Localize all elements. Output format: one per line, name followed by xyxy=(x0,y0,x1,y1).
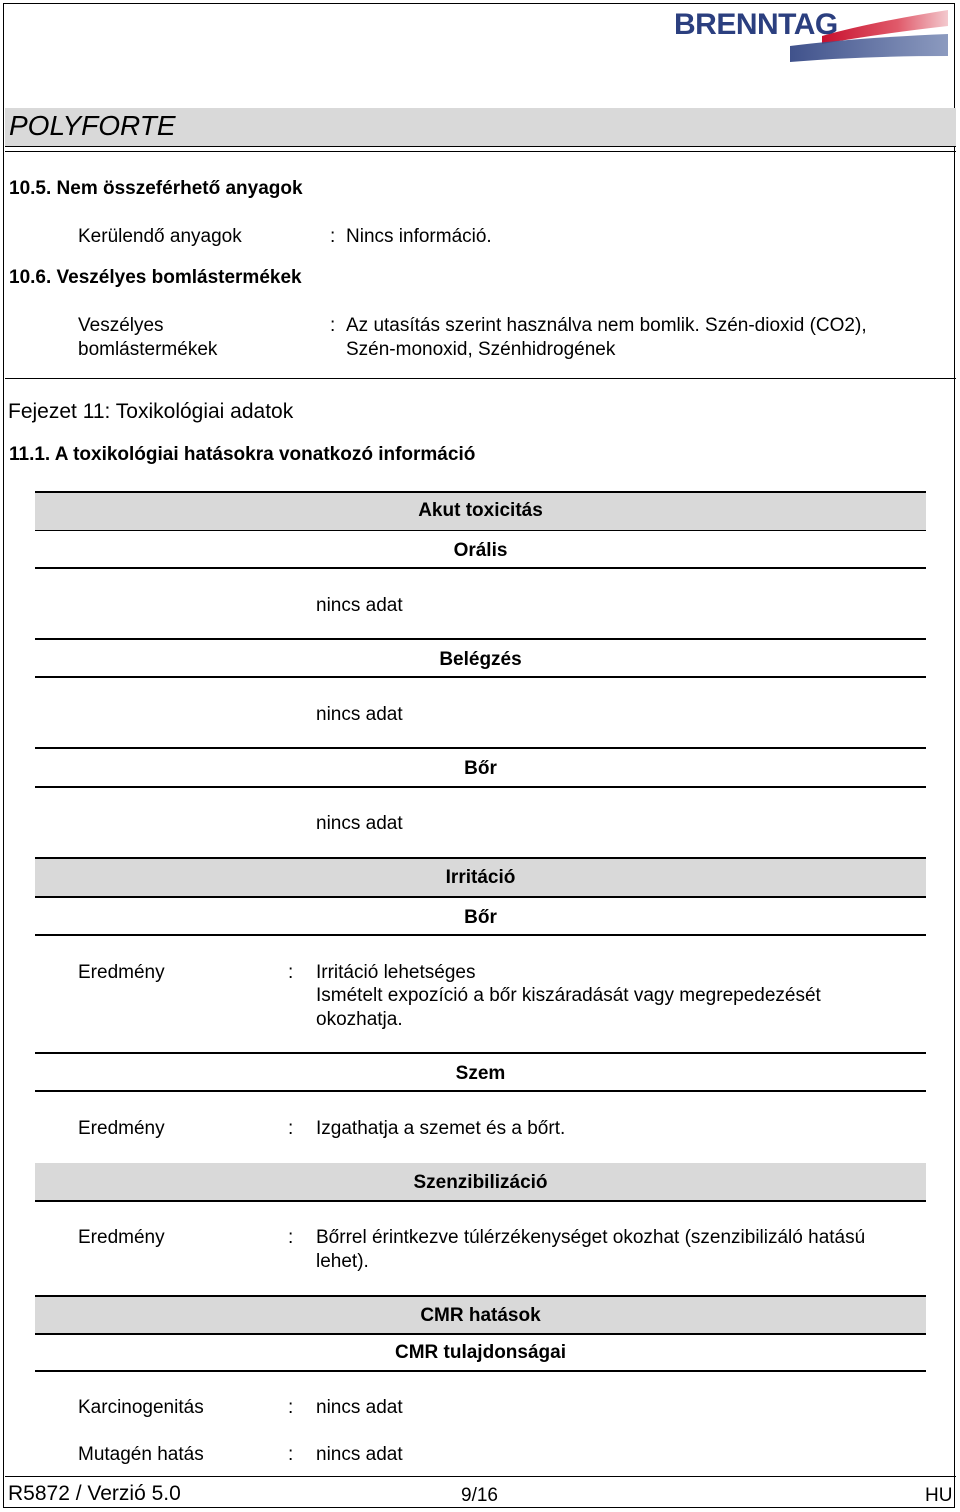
sensitisation-title: Szenzibilizáció xyxy=(413,1172,548,1193)
mutagenicity-value: nincs adat xyxy=(316,1444,403,1465)
section-10-5-heading: 10.5. Nem összeférhető anyagok xyxy=(9,178,303,199)
decomp-value-line2: Szén-monoxid, Szénhidrogének xyxy=(346,339,616,360)
rule xyxy=(35,896,926,898)
skin-result-label: Eredmény xyxy=(78,962,165,983)
rule xyxy=(35,1295,926,1297)
rule xyxy=(35,638,926,640)
colon: : xyxy=(288,962,294,983)
title-bar xyxy=(5,108,956,146)
colon: : xyxy=(330,315,336,336)
rule xyxy=(35,1333,926,1335)
language-code: HU xyxy=(925,1485,953,1506)
section-11-1-heading: 11.1. A toxikológiai hatásokra vonatkozó információ xyxy=(9,444,476,465)
rule xyxy=(35,676,926,678)
rule xyxy=(35,567,926,569)
rule xyxy=(35,934,926,936)
title-rule-2 xyxy=(5,151,956,152)
carcinogenicity-label: Karcinogenitás xyxy=(78,1397,204,1418)
rule xyxy=(35,491,926,493)
sensitisation-result-label: Eredmény xyxy=(78,1227,165,1248)
oral-value: nincs adat xyxy=(316,595,403,616)
acute-toxicity-title: Akut toxicitás xyxy=(418,500,543,521)
chapter-rule xyxy=(5,378,956,379)
rule xyxy=(35,1200,926,1202)
eye-title: Szem xyxy=(455,1063,506,1084)
skin-irritation-title: Bőr xyxy=(464,907,497,928)
rule xyxy=(35,1090,926,1092)
document-version: R5872 / Verzió 5.0 xyxy=(8,1482,181,1505)
colon: : xyxy=(288,1397,294,1418)
eye-result-label: Eredmény xyxy=(78,1118,165,1139)
eye-result-value: Izgathatja a szemet és a bőrt. xyxy=(316,1118,566,1139)
carcinogenicity-value: nincs adat xyxy=(316,1397,403,1418)
chapter-11-title: Fejezet 11: Toxikológiai adatok xyxy=(8,400,294,423)
mutagenicity-label: Mutagén hatás xyxy=(78,1444,204,1465)
colon: : xyxy=(288,1444,294,1465)
decomp-label-line1: Veszélyes xyxy=(78,315,164,336)
decomp-value-line1: Az utasítás szerint használva nem bomlik. Szén-dioxid (CO2), xyxy=(346,315,867,336)
dermal-value: nincs adat xyxy=(316,813,403,834)
skin-result-line2: Ismételt expozíció a bőr kiszáradását vagy megrepedezését xyxy=(316,985,821,1006)
cmr-properties-title: CMR tulajdonságai xyxy=(394,1342,566,1363)
rule xyxy=(35,786,926,788)
avoid-materials-value: Nincs információ. xyxy=(346,226,492,247)
rule xyxy=(35,1052,926,1054)
skin-result-line1: Irritáció lehetséges xyxy=(316,962,476,983)
oral-title: Orális xyxy=(453,540,508,561)
rule xyxy=(35,1370,926,1372)
sensitisation-result-line1: Bőrrel érintkezve túlérzékenységet okozhat (szenzibilizáló hatású xyxy=(316,1227,866,1248)
decomp-label-line2: bomlástermékek xyxy=(78,339,218,360)
brenntag-logo xyxy=(672,4,952,70)
brenntag-logo-graphic xyxy=(672,4,952,70)
rule xyxy=(35,530,926,531)
product-name: POLYFORTE xyxy=(9,110,176,141)
title-rule xyxy=(5,146,956,147)
rule xyxy=(35,747,926,749)
sensitisation-result-line2: lehet). xyxy=(316,1251,369,1272)
avoid-materials-label: Kerülendő anyagok xyxy=(78,226,242,247)
logo-text: BRENNTAG xyxy=(674,8,838,41)
page-number: 9/16 xyxy=(461,1485,498,1506)
section-10-6-heading: 10.6. Veszélyes bomlástermékek xyxy=(9,267,302,288)
dermal-title: Bőr xyxy=(464,758,497,779)
footer-rule xyxy=(5,1476,956,1477)
colon: : xyxy=(288,1227,294,1248)
colon: : xyxy=(288,1118,294,1139)
irritation-title: Irritáció xyxy=(445,867,516,888)
skin-result-line3: okozhatja. xyxy=(316,1009,403,1030)
inhalation-value: nincs adat xyxy=(316,704,403,725)
inhalation-title: Belégzés xyxy=(439,649,522,670)
rule xyxy=(35,857,926,859)
colon: : xyxy=(330,226,336,247)
cmr-title: CMR hatások xyxy=(420,1305,541,1326)
